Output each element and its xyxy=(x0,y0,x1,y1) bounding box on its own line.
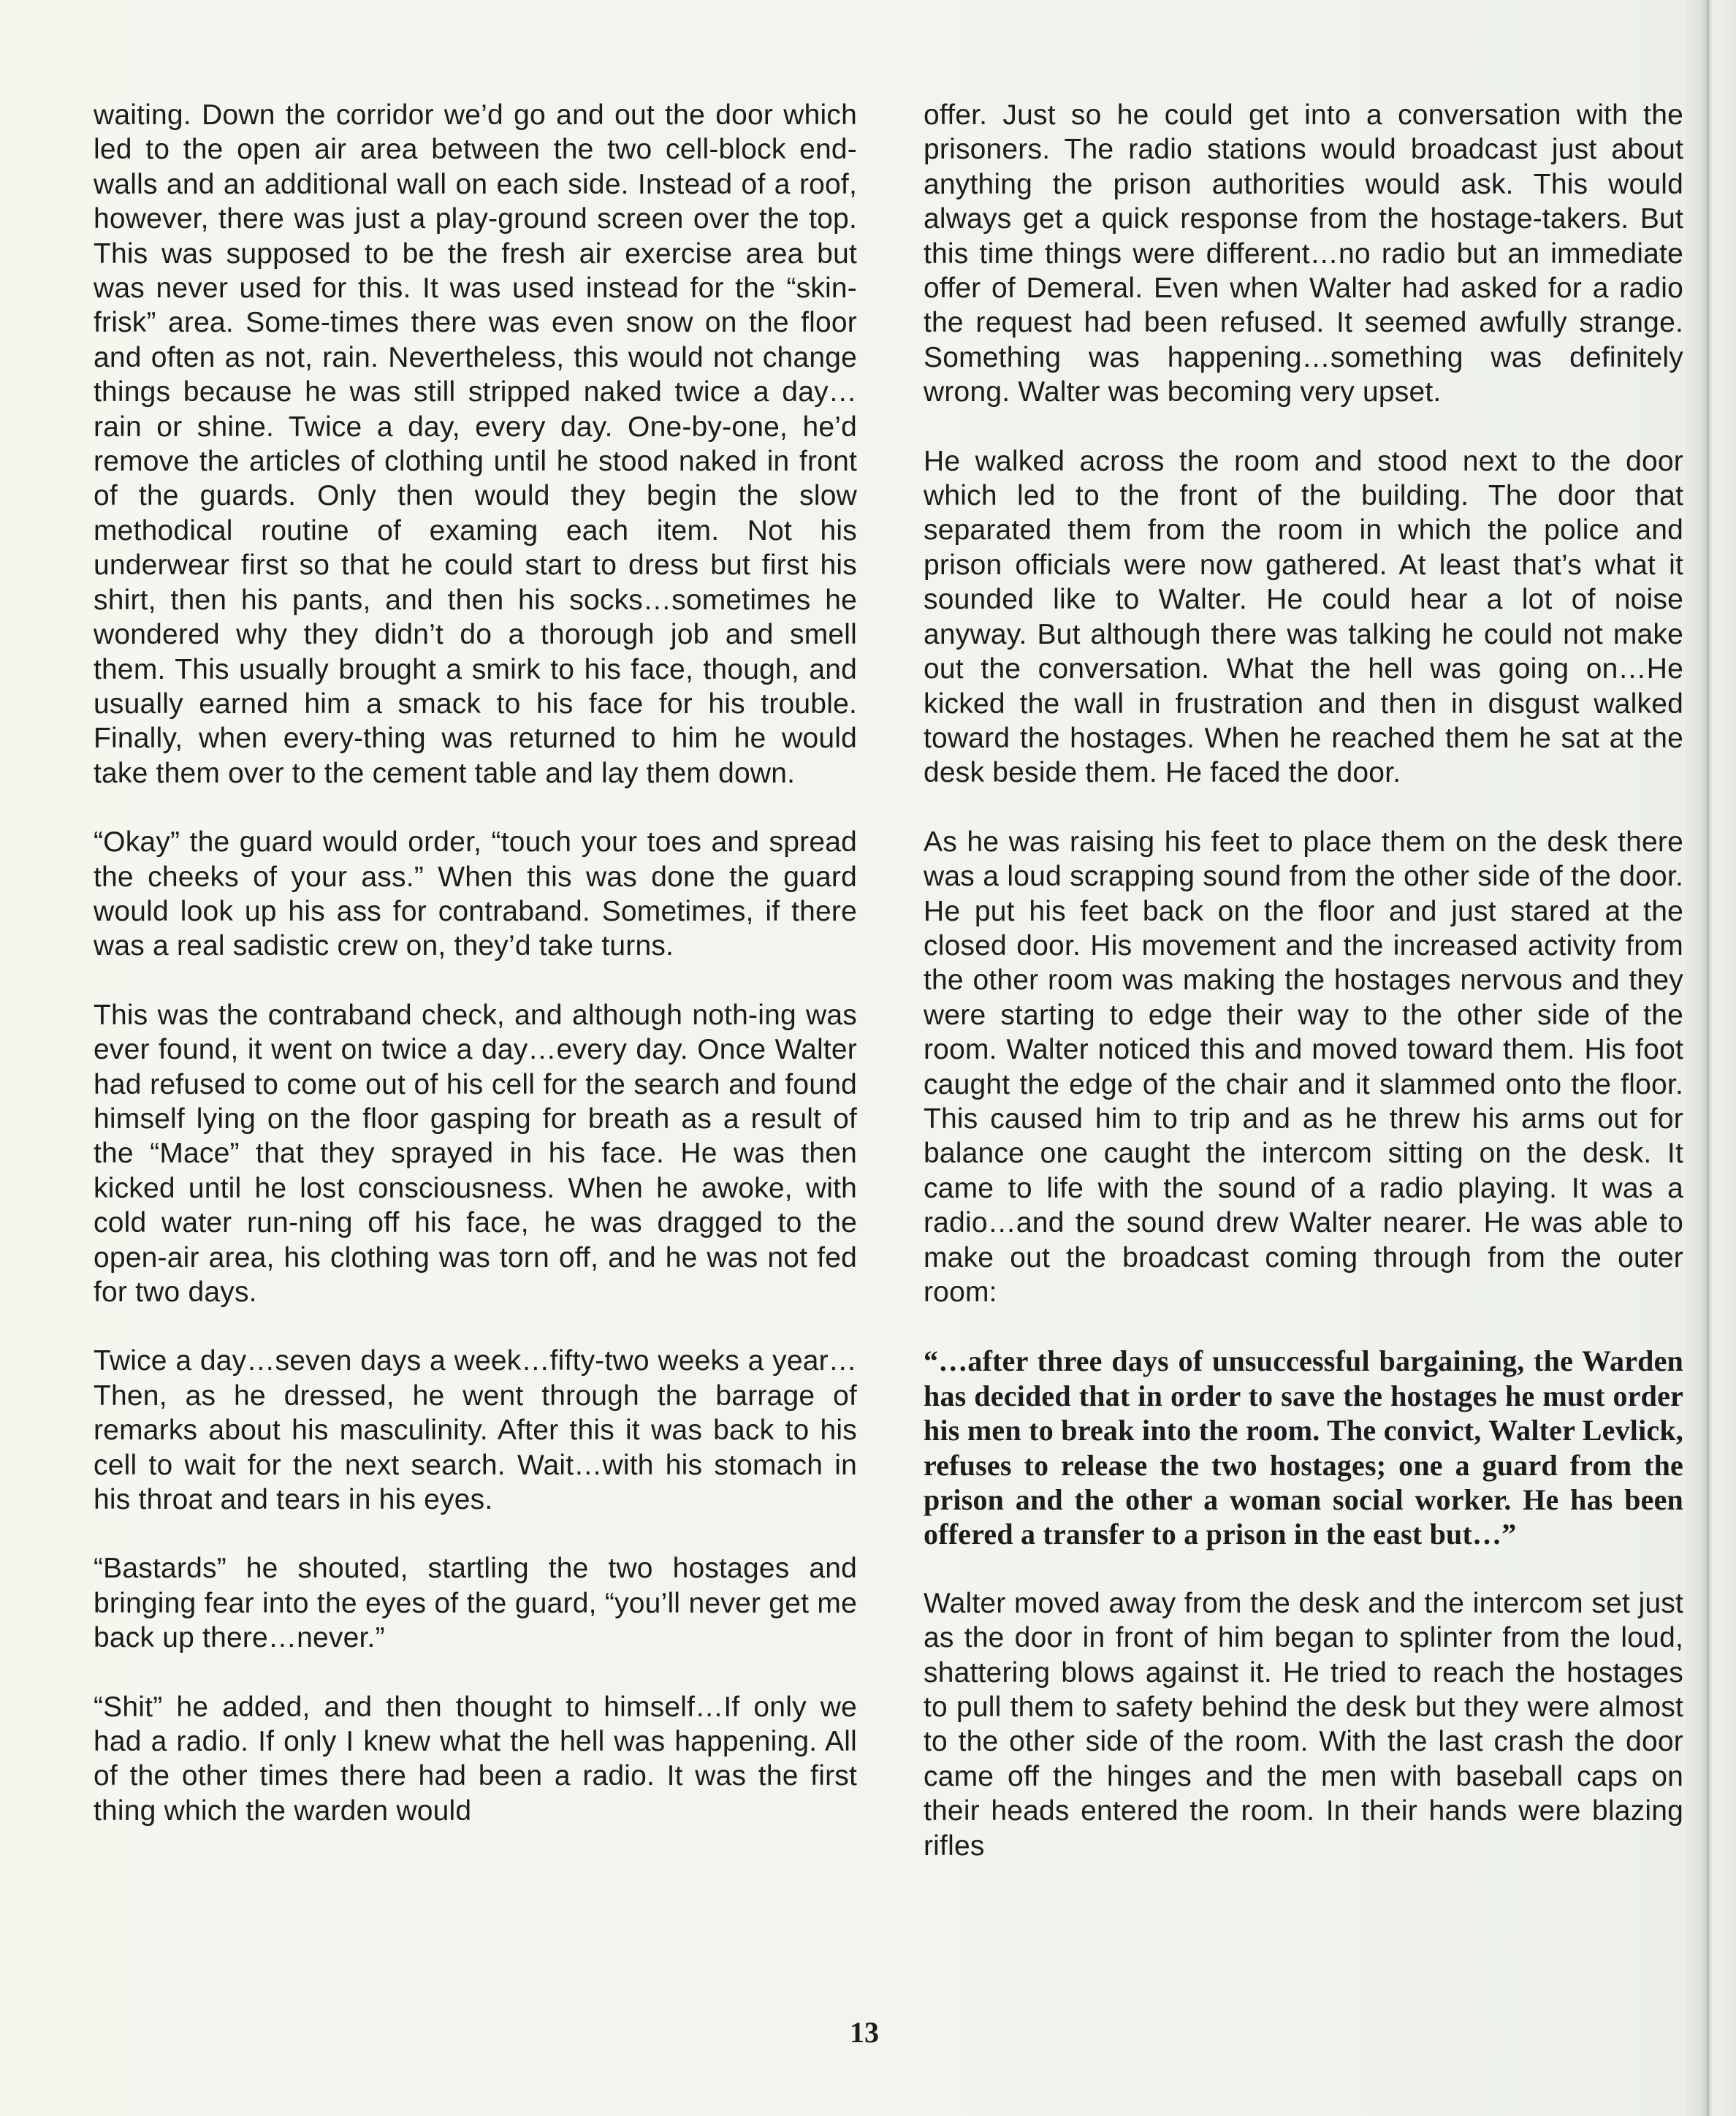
paragraph-contraband-check: This was the contraband check, and although noth-ing was ever found, it went on twice a day…every day. Once Walter had refused to come out of his cell for the search and found himself lying on the floor gasping for breath as a result of the “Mace” that they sprayed in his face. He was then kicked until he lost consciousness. When he awoke, with cold water run-ning off his face, he was dragged to the open-air area, his clothing was torn off, and he was not fed for two days. xyxy=(94,999,857,1308)
paragraph-radio-offer: offer. Just so he could get into a conversation with the prisoners. The radio stations would broadcast just about anything the prison authorities would ask. This would always get a quick response from the hostage-takers. But this time things were different…no radio but an immediate offer of Demeral. Even when Walter had asked for a radio the request had been refused. It seemed awfully strange. Something was happening…something was definitely wrong. Walter was becoming very upset. xyxy=(924,99,1683,408)
right-column xyxy=(924,98,1683,1898)
paragraph-okay-guard: “Okay” the guard would order, “touch your toes and spread the cheeks of your ass.” When this was done the guard would look up his ass for contraband. Sometimes, if there was a real sadistic crew on, they’d take turns. xyxy=(94,826,857,962)
page-number-text: 13 xyxy=(850,2016,879,2049)
paragraph-skin-frisk: waiting. Down the corridor we’d go and out the door which led to the open air area between the two cell-block end-walls and an additional wall on each side. Instead of a roof, however, there was just a play-ground screen over the top. This was supposed to be the fresh air exercise area but was never used for this. It was used instead for the “skin-frisk” area. Some-times there was even snow on the floor and often as not, rain. Nevertheless, this would not change things because he was still stripped naked twice a day…rain or shine. Twice a day, every day. One-by-one, he’d remove the articles of clothing until he stood naked in front of the guards. Only then would they begin the slow methodical routine of examing each item. Not his underwear first so that he could start to dress but first his shirt, then his pants, and then his socks…sometimes he wondered why they didn’t do a thorough job and smell them. This usually brought a smirk to his face, though, and usually earned him a smack to his face for his trouble. Finally, when every-thing was returned to him he would take them over to the cement table and lay them down. xyxy=(94,99,857,789)
page-binding-edge xyxy=(1685,0,1736,2116)
left-column xyxy=(94,98,857,1862)
paragraph-shit-radio: “Shit” he added, and then thought to himself…If only we had a radio. If only I knew what the hell was happening. All of the other times there had been a radio. It was the first thing which the warden would xyxy=(94,1691,857,1827)
paragraph-door-splinters: Walter moved away from the desk and the intercom set just as the door in front of him began to splinter from the loud, shattering blows against it. He tried to reach the hostages to pull them to safety behind the desk but they were almost to the other side of the room. With the last crash the door came off the hinges and the men with baseball caps on their heads entered the room. In their hands were blazing rifles xyxy=(924,1587,1683,1862)
paragraph-twice-a-day: Twice a day…seven days a week…fifty-two weeks a year… Then, as he dressed, he went through the barrage of remarks about his masculinity. After this it was back to his cell to wait for the next search. Wait…with his stomach in his throat and tears in his eyes. xyxy=(94,1345,857,1516)
paragraph-intercom: As he was raising his feet to place them on the desk there was a loud scrapping sound from the other side of the door. He put his feet back on the floor and just stared at the closed door. His movement and the increased activity from the other room was making the hostages nervous and they were starting to edge their way to the other side of the room. Walter noticed this and moved toward them. His foot caught the edge of the chair and it slammed onto the floor. This caused him to trip and as he threw his arms out for balance one caught the intercom sitting on the desk. It came to life with the sound of a radio playing. It was a radio…and the sound drew Walter nearer. He was able to make out the broadcast coming through from the outer room: xyxy=(924,826,1683,1308)
binding-crease xyxy=(1707,0,1709,2116)
paragraph-bastards: “Bastards” he shouted, startling the two hostages and bringing fear into the eyes of the guard, “you’ll never get me back up there…never.” xyxy=(94,1553,857,1654)
paragraph-radio-broadcast-quote: “…after three days of unsuccessful bargaining, the Warden has decided that in order to save the hostages he must order his men to break into the room. The convict, Walter Levlick, refuses to release the two hostages; one a guard from the prison and the other a woman social worker. He has been offered a transfer to a prison in the east but…” xyxy=(924,1344,1683,1551)
paragraph-walked-to-door: He walked across the room and stood next to the door which led to the front of the building. The door that separated them from the room in which the police and prison officials were now gathered. At least that’s what it sounded like to Walter. He could hear a lot of noise anyway. But although there was talking he could not make out the conversation. What the hell was going on…He kicked the wall in frustration and then in disgust walked toward the hostages. When he reached them he sat at the desk beside them. He faced the door. xyxy=(924,445,1683,789)
page-number xyxy=(0,2015,1736,2050)
